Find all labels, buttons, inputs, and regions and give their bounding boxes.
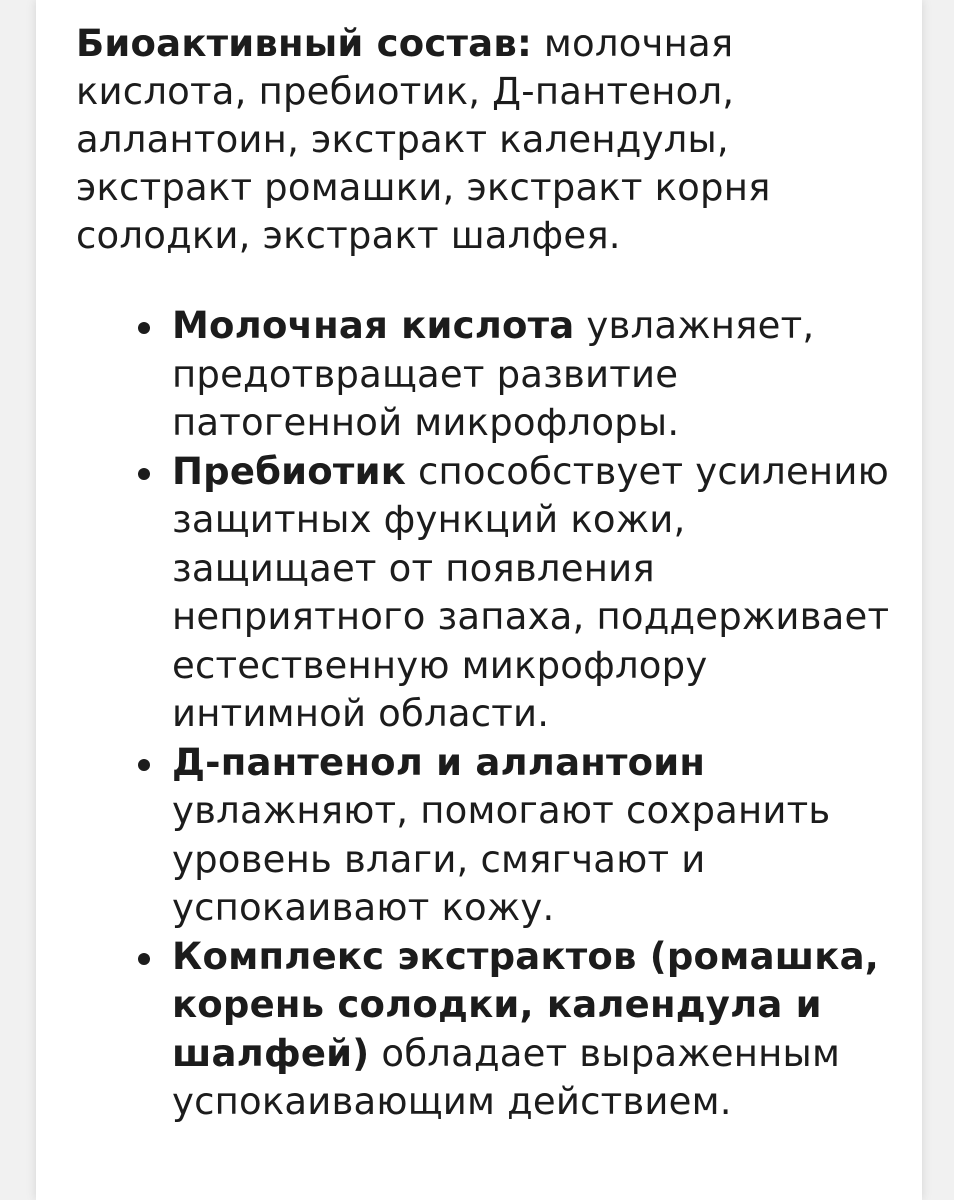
item-title: Молочная кислота	[172, 304, 575, 347]
item-text: увлажняет, предотвращает развитие патогенной микрофлоры.	[172, 304, 815, 444]
bullet-icon	[138, 322, 150, 334]
composition-label: Биоактивный состав:	[76, 22, 532, 65]
bullet-icon	[138, 468, 150, 480]
bullet-icon	[138, 953, 150, 965]
item-text: способствует усилению защитных функций кожи, защищает от появления неприятного запаха, поддерживает естественную микрофлору интимной области.	[172, 449, 890, 735]
list-item	[172, 933, 902, 1127]
item-title: Комплекс экстрактов (ромашка, корень солодки, календула и шалфей)	[172, 934, 879, 1075]
composition-text: молочная кислота, пребиотик, Д-пантенол, аллантоин, экстракт календулы, экстракт ромашки, экстракт корня солодки, экстракт шалфея.	[76, 22, 771, 257]
list-item	[172, 739, 902, 933]
item-title: Д-пантенол и аллантоин	[172, 740, 706, 784]
list-item	[172, 448, 902, 739]
list-item	[172, 302, 902, 448]
ingredient-list	[172, 302, 902, 1127]
bullet-icon	[138, 759, 150, 771]
item-text: увлажняют, помогают сохранить уровень влаги, смягчают и успокаивают кожу.	[172, 789, 831, 929]
item-title: Пребиотик	[172, 449, 407, 493]
composition-paragraph	[76, 20, 876, 260]
item-text: обладает выраженным успокаивающим действием.	[172, 1031, 841, 1123]
